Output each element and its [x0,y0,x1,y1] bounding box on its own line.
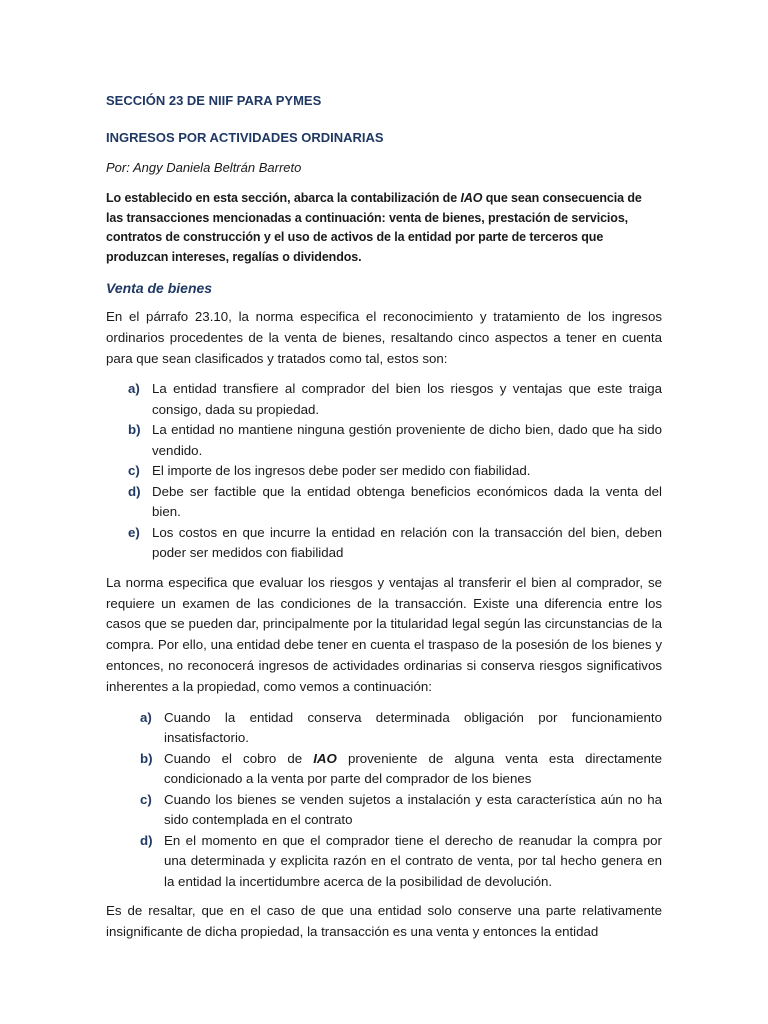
document-title: SECCIÓN 23 DE NIIF PARA PYMES [106,93,322,108]
list-marker: d) [128,483,141,499]
intro-text-before: Lo establecido en esta sección, abarca la contabilización de [106,191,461,205]
intro-term: IAO [460,191,483,205]
list-item [106,461,662,482]
intro-paragraph [106,189,662,267]
paragraph-3: Es de resaltar, que en el caso de que una entidad solo conserve una parte relativamente insignificante de dicha propiedad, la transacción es una venta y entonces la entidad [106,903,662,939]
list-item-text: Cuando la entidad conserva determinada obligación por funcionamiento insatisfactorio. [164,709,662,746]
list-item-text-before: Cuando el cobro de [164,750,314,766]
intro-text-after: que sean consecuencia de las transacciones mencionadas a continuación: venta de bienes, prestación de servicios, contratos de construcción y el uso de activos de la entidad por parte de terceros que produzcan intereses, regalías o dividendos. [106,191,642,264]
section-heading: Venta de bienes [106,280,213,296]
list-item [106,482,662,523]
paragraph-2: La norma especifica que evaluar los riesgos y ventajas al transferir el bien al comprador, se requiere un examen de las condiciones de la transacción. Existe una diferencia entre los casos que se pueden dar, principalmente por la titularidad legal según las circunstancias de la compra. Por ello, una entidad debe tener en cuenta el traspaso de la posesión de los bienes y entonces, no reconocerá ingresos de actividades ordinarias si conserva riesgos significativos inherentes a la propiedad, como vemos a continuación: [106,574,662,694]
list-marker: e) [128,524,140,540]
list-item-text: Los costos en que incurre la entidad en relación con la transacción del bien, deben poder ser medidos con fiabilidad [152,524,662,561]
list-marker: c) [128,463,140,479]
list-marker: c) [140,791,152,807]
author-line: Por: Angy Daniela Beltrán Barreto [106,160,302,175]
list-conditions [106,379,662,564]
list-item-term: IAO [313,750,337,766]
list-item-text: Cuando los bienes se venden sujetos a instalación y esta característica aún no ha sido contemplada en el contrato [164,791,662,828]
paragraph-1: En el párrafo 23.10, la norma especifica el reconocimiento y tratamiento de los ingresos ordinarios procedentes de la venta de bienes, resaltando cinco aspectos a tener en cuenta para que sean clasificados y tratados como tal, estos son: [106,309,662,366]
list-marker: b) [128,422,141,438]
list-item-text: Debe ser factible que la entidad obtenga beneficios económicos dada la venta del bien. [152,483,662,520]
list-item-text: La entidad no mantiene ninguna gestión proveniente de dicho bien, dado que ha sido vendido. [152,422,662,458]
document-subtitle: INGRESOS POR ACTIVIDADES ORDINARIAS [106,130,384,145]
list-item [106,420,662,461]
list-marker: a) [128,381,140,397]
list-item-text: En el momento en que el comprador tiene el derecho de reanudar la compra por una determinada y explicita razón en el contrato de venta, por tal hecho genera en la entidad la incertidumbre acerca de la posibilidad de devolución. [164,832,662,889]
list-item-text-after: proveniente de alguna venta esta directamente condicionado a la venta por parte del comprador de los bienes [164,750,662,787]
list-item [106,523,662,564]
list-item-text: La entidad transfiere al comprador del bien los riesgos y ventajas que este traiga consigo, dada su propiedad. [152,381,662,417]
list-item [106,749,662,790]
list-exceptions [106,708,662,893]
list-marker: d) [140,832,153,848]
list-item-text: El importe de los ingresos debe poder ser medido con fiabilidad. [152,463,531,479]
list-marker: a) [140,709,152,725]
list-item [106,790,662,831]
list-marker: b) [140,750,153,766]
list-item [106,831,662,893]
list-item [106,379,662,420]
list-item [106,708,662,749]
